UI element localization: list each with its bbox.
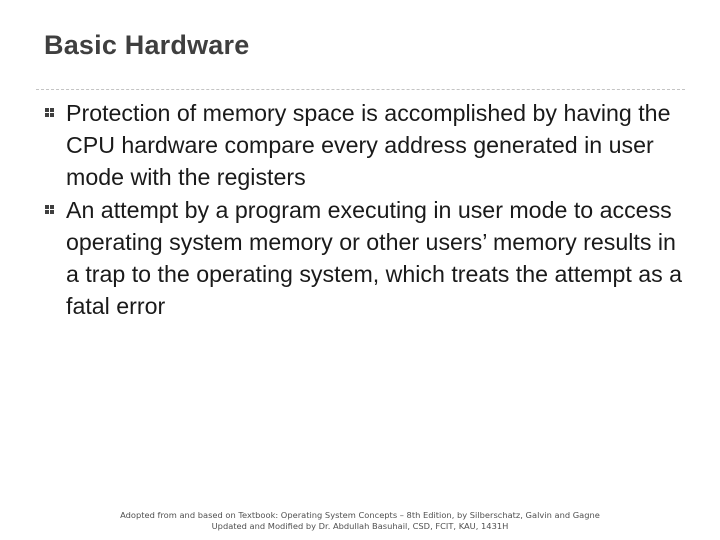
square-bullet-icon: [45, 108, 54, 117]
bullet-list: [44, 97, 684, 322]
slide-title: Basic Hardware: [44, 30, 250, 60]
slide-footer: [0, 510, 720, 532]
square-bullet-icon: [45, 205, 54, 214]
bullet-item: [44, 97, 684, 194]
footer-source-line: Adopted from and based on Textbook: Operating System Concepts – 8th Edition, by Silberschatz, Galvin and Gagne: [120, 510, 600, 520]
bullet-item: [44, 194, 684, 323]
title-divider: [36, 89, 685, 90]
bullet-text: Protection of memory space is accomplished by having the CPU hardware compare every address generated in user mode with the registers: [66, 100, 671, 191]
footer-author-line: Updated and Modified by Dr. Abdullah Basuhail, CSD, FCIT, KAU, 1431H: [211, 521, 509, 531]
bullet-text: An attempt by a program executing in user mode to access operating system memory or other users’ memory results in a trap to the operating system, which treats the attempt as a fatal error: [66, 196, 683, 320]
